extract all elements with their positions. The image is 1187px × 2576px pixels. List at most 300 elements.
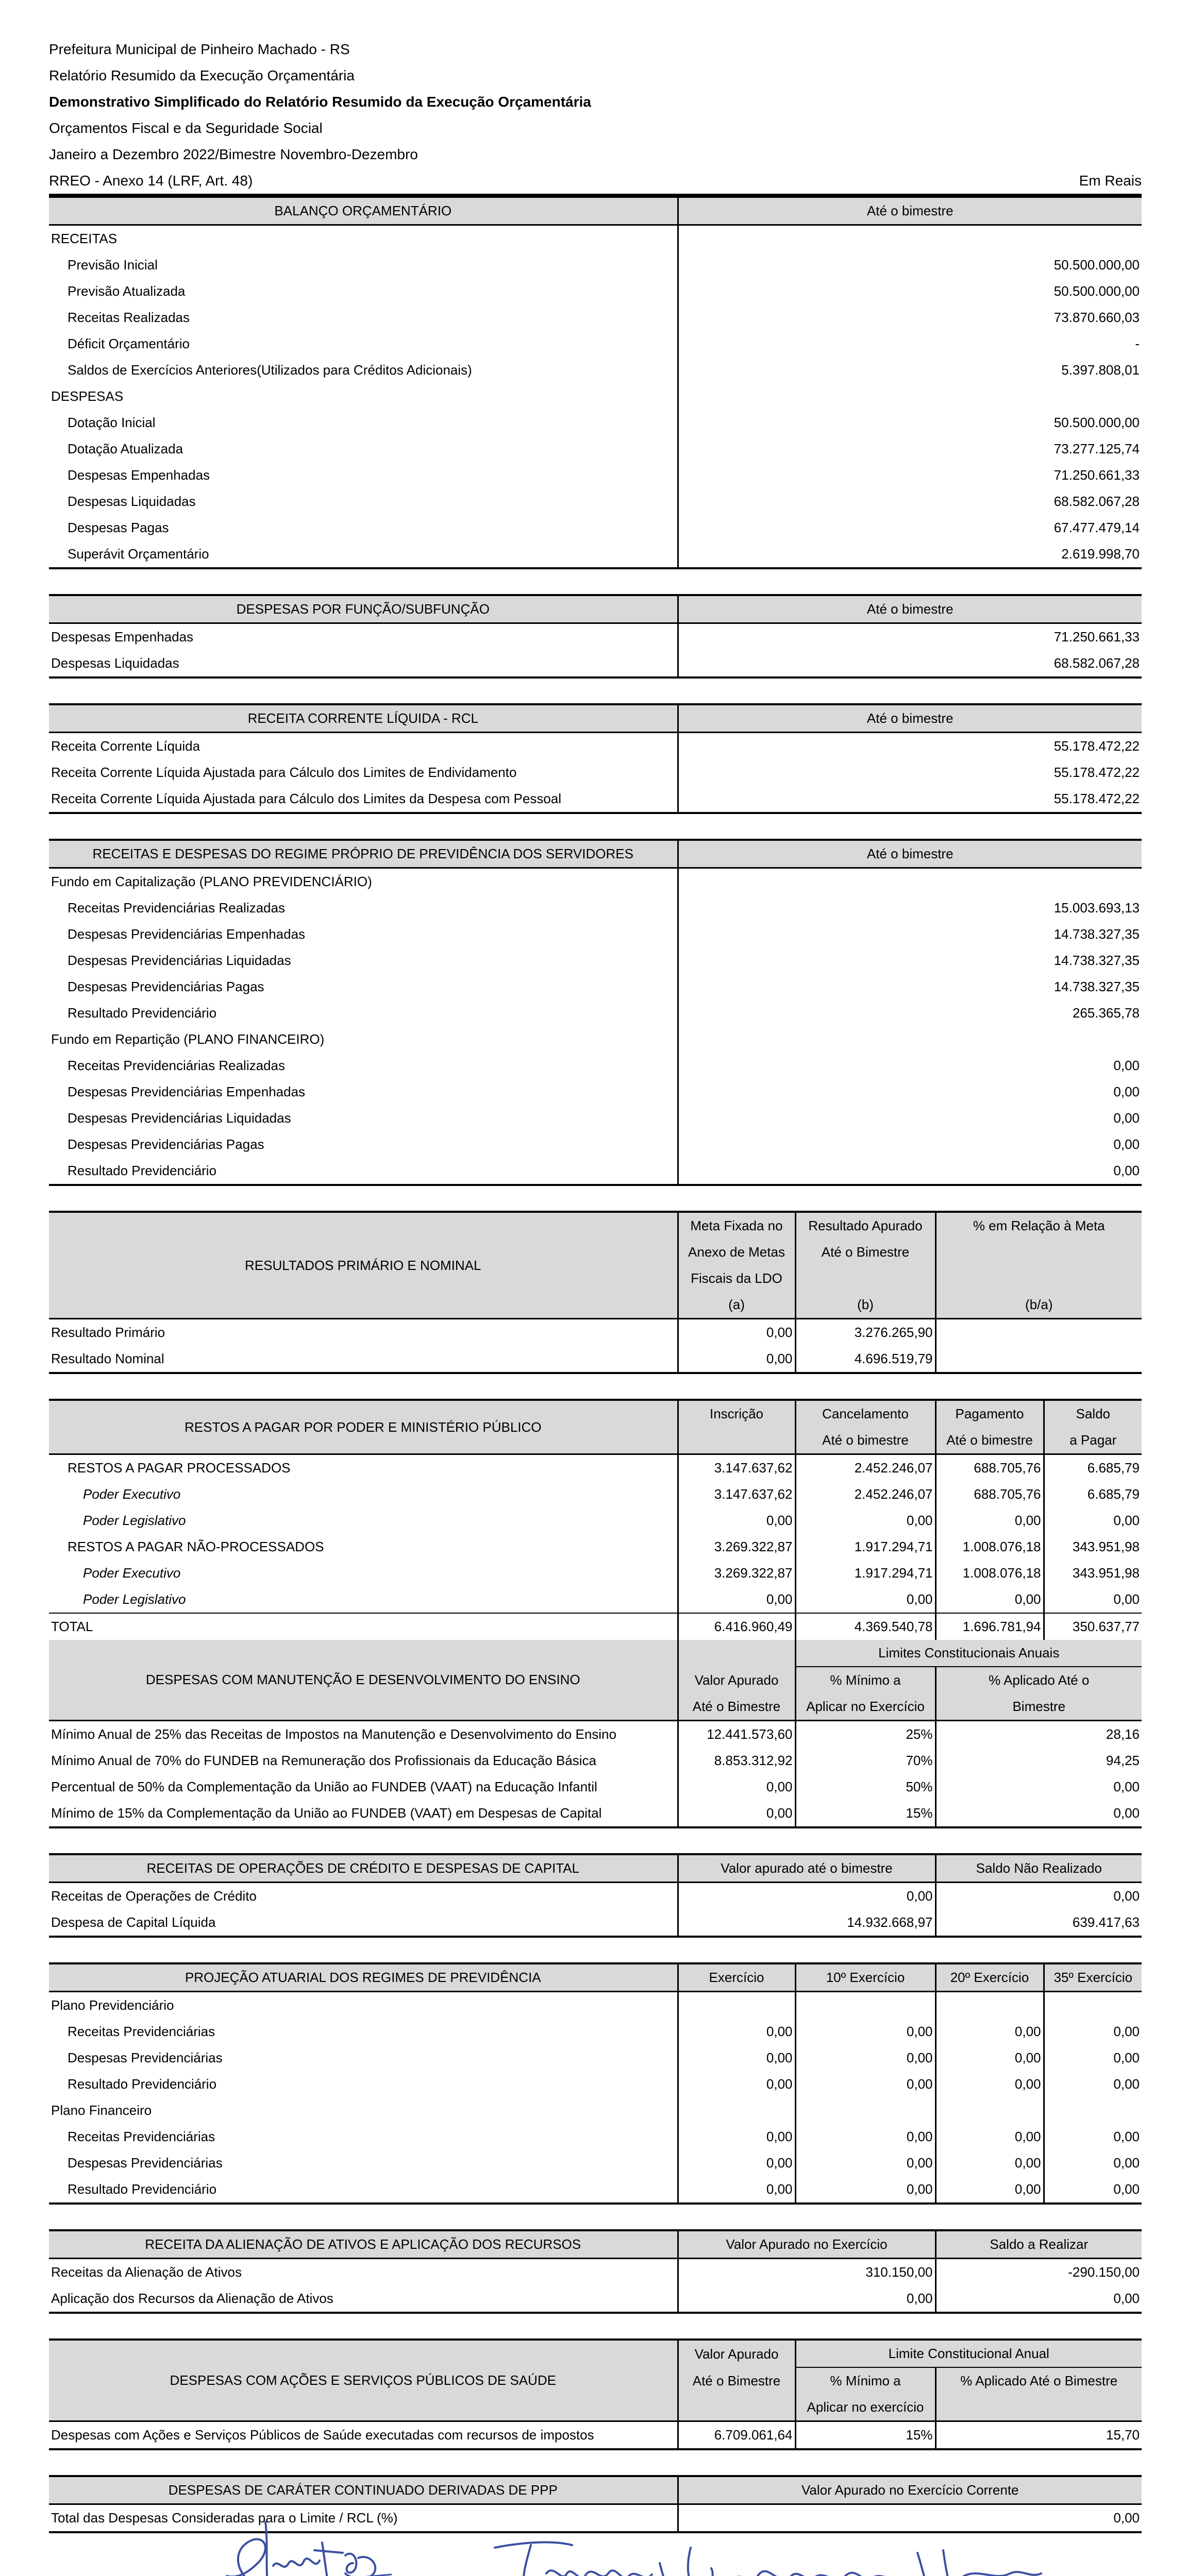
previdencia-row [49,947,1142,974]
projecao-row-v3: 0,00 [1044,2019,1142,2045]
ensino-row-v3: 0,00 [935,1774,1142,1800]
report-period: Janeiro a Dezembro 2022/Bimestre Novembro-Dezembro [49,146,418,162]
projecao-row [49,2019,1142,2045]
rcl-row [49,759,1142,786]
rcl-row-value: 55.178.472,22 [678,786,1142,813]
restos-col2-l2: Até o bimestre [795,1427,935,1454]
credito-row-v2: 0,00 [935,1883,1142,1910]
projecao-row-v2 [935,2097,1044,2124]
balanco-row-label: Superávit Orçamentário [49,541,678,568]
balanco-row-value: 2.619.998,70 [678,541,1142,568]
ensino-row-v2: 15% [795,1800,935,1827]
projecao-row-v1: 0,00 [795,2124,935,2150]
previdencia-row [49,1158,1142,1185]
balanco-row-value: - [678,331,1142,357]
saude-col3: % Aplicado Até o Bimestre [935,2367,1142,2394]
signature-right-scribble [490,2532,1046,2576]
balanco-row [49,331,1142,357]
balanco-row-label: Receitas Realizadas [68,310,190,325]
projecao-row [49,2124,1142,2150]
ensino-col2-l1: % Mínimo a [795,1667,935,1693]
restos-row-v3: 1.008.076,18 [935,1560,1044,1586]
restos-row [49,1507,1142,1534]
projecao-row-v3 [1044,1992,1142,2019]
restos-row-v4: 0,00 [1044,1586,1142,1613]
projecao-row-v0: 0,00 [678,2045,795,2071]
credito-col1: Valor apurado até o bimestre [678,1854,935,1883]
restos-row-label: Poder Legislativo [83,1591,186,1607]
previdencia-row [49,1000,1142,1026]
ensino-limits: Limites Constitucionais Anuais [795,1640,1142,1667]
projecao-row [49,1992,1142,2019]
credito-row-v1: 0,00 [678,1883,935,1910]
restos-row-v1: 3.147.637,62 [678,1454,795,1482]
balanco-row [49,410,1142,436]
balanco-row-label: Previsão Inicial [68,257,158,273]
balanco-row [49,515,1142,541]
restos-total-label: TOTAL [49,1613,678,1640]
resultados-col-a-l3: Fiscais da LDO [678,1265,795,1292]
funcao-row-value: 68.582.067,28 [678,650,1142,677]
previdencia-row-label: Despesas Previdenciárias Liquidadas [68,1110,291,1126]
previdencia-row-value: 14.738.327,35 [678,974,1142,1000]
funcao-row-label: Despesas Liquidadas [49,650,678,677]
balanco-row [49,304,1142,331]
restos-row-v2: 2.452.246,07 [795,1481,935,1507]
balanco-row-label: Despesas Pagas [68,520,169,535]
previdencia-row [49,868,1142,895]
ppp-col: Valor Apurado no Exercício Corrente [678,2476,1142,2504]
restos-total-v3: 1.696.781,94 [935,1613,1044,1640]
balanco-row-value: 50.500.000,00 [678,278,1142,304]
resultados-col-c-l1: % em Relação à Meta [935,1212,1142,1239]
previdencia-title: RECEITAS E DESPESAS DO REGIME PRÓPRIO DE PREVIDÊNCIA DOS SERVIDORES [49,840,678,868]
ppp-row-value: 0,00 [678,2504,1142,2533]
alienacao-row [49,2259,1142,2286]
previdencia-row-label: Resultado Previdenciário [68,1005,217,1021]
resultados-row-b: 4.696.519,79 [795,1346,935,1373]
saude-col2-l2: Aplicar no exercício [795,2394,935,2421]
projecao-row-v1 [795,2097,935,2124]
projecao-col-2: 20º Exercício [935,1963,1044,1992]
projecao-row-v3: 0,00 [1044,2045,1142,2071]
previdencia-row [49,1053,1142,1079]
resultados-row [49,1319,1142,1346]
balanco-row-value [678,225,1142,252]
projecao-row-v0 [678,2097,795,2124]
resultados-col-b-l1: Resultado Apurado [795,1212,935,1239]
previdencia-row-label: Receitas Previdenciárias Realizadas [68,900,285,916]
ensino-row-label: Mínimo de 15% da Complementação da União ao FUNDEB (VAAT) em Despesas de Capital [49,1800,678,1827]
resultados-col-a-l2: Anexo de Metas [678,1239,795,1265]
restos-row-v3: 688.705,76 [935,1481,1044,1507]
ensino-row-label: Percentual de 50% da Complementação da União ao FUNDEB (VAAT) na Educação Infantil [51,1779,597,1794]
projecao-row-v0: 0,00 [678,2176,795,2204]
alienacao-row [49,2285,1142,2313]
projecao-col-3: 35º Exercício [1044,1963,1142,1992]
ensino-row-v1: 12.441.573,60 [678,1721,795,1748]
alienacao-col2: Saldo a Realizar [935,2230,1142,2259]
previdencia-table [49,839,1142,1186]
restos-row-v4: 6.685,79 [1044,1454,1142,1482]
credito-row [49,1909,1142,1937]
projecao-col-0: Exercício [678,1963,795,1992]
currency-unit: Em Reais [1079,173,1142,189]
previdencia-row [49,974,1142,1000]
report-title: Relatório Resumido da Execução Orçamentária [49,67,355,83]
previdencia-row-label: Resultado Previdenciário [49,1158,678,1185]
rcl-table [49,703,1142,814]
previdencia-row-value [678,868,1142,895]
previdencia-row [49,1026,1142,1053]
balanco-row-value: 5.397.808,01 [678,357,1142,383]
restos-row-v4: 343.951,98 [1044,1560,1142,1586]
ensino-row-v3: 0,00 [935,1800,1142,1827]
funcao-row-value: 71.250.661,33 [678,623,1142,651]
restos-total-v2: 4.369.540,78 [795,1613,935,1640]
balanco-row [49,436,1142,462]
rcl-row-label: Receita Corrente Líquida [51,738,200,754]
ensino-col3-l1: % Aplicado Até o [935,1667,1142,1693]
ensino-row-v3: 94,25 [935,1748,1142,1774]
rcl-row-value: 55.178.472,22 [678,759,1142,786]
balanco-row [49,357,1142,383]
ensino-col3-l2: Bimestre [935,1693,1142,1721]
rcl-row-label: Receita Corrente Líquida Ajustada para Cálculo dos Limites da Despesa com Pessoal [49,786,678,813]
ppp-row [49,2504,1142,2533]
previdencia-row-value: 14.738.327,35 [678,947,1142,974]
previdencia-row-label: Despesas Previdenciárias Empenhadas [68,926,306,942]
restos-total-row [49,1613,1142,1640]
restos-row-v2: 1.917.294,71 [795,1534,935,1560]
restos-row-label: Poder Executivo [83,1486,181,1502]
credito-col2: Saldo Não Realizado [935,1854,1142,1883]
balanco-row-label: Dotação Inicial [68,415,156,430]
restos-row-v4: 343.951,98 [1044,1534,1142,1560]
credito-row [49,1883,1142,1910]
saude-table [49,2338,1142,2450]
resultados-col-a-l4: (a) [678,1292,795,1319]
restos-col1: Inscrição [678,1400,795,1427]
projecao-row-label: Resultado Previdenciário [49,2176,678,2204]
projecao-col-1: 10º Exercício [795,1963,935,1992]
previdencia-row-value: 0,00 [678,1079,1142,1105]
alienacao-row-v2: 0,00 [935,2285,1142,2313]
previdencia-row-label: Despesas Previdenciárias Pagas [68,1137,264,1152]
balanco-row-value: 73.277.125,74 [678,436,1142,462]
projecao-row-label: Despesas Previdenciárias [68,2050,223,2065]
annex-line [49,167,1142,196]
restos-col4-l2: a Pagar [1044,1427,1142,1454]
credito-title: RECEITAS DE OPERAÇÕES DE CRÉDITO E DESPESAS DE CAPITAL [49,1854,678,1883]
restos-row-v2: 0,00 [795,1507,935,1534]
restos-total-v4: 350.637,77 [1044,1613,1142,1640]
rcl-title: RECEITA CORRENTE LÍQUIDA - RCL [49,704,678,733]
saude-row-v1: 6.709.061,64 [678,2421,795,2450]
alienacao-table [49,2229,1142,2314]
restos-row-v3: 688.705,76 [935,1454,1044,1482]
restos-row-v1: 3.269.322,87 [678,1560,795,1586]
previdencia-row-value: 14.738.327,35 [678,921,1142,947]
restos-row [49,1481,1142,1507]
ensino-row-v1: 0,00 [678,1774,795,1800]
credito-table [49,1853,1142,1938]
balanco-row-label: Dotação Atualizada [68,441,183,456]
balanco-row-value: 50.500.000,00 [678,410,1142,436]
previdencia-col-header: Até o bimestre [678,840,1142,868]
projecao-row [49,2097,1142,2124]
previdencia-row-label: Receitas Previdenciárias Realizadas [68,1058,285,1073]
projecao-row-v2: 0,00 [935,2150,1044,2176]
restos-total-v1: 6.416.960,49 [678,1613,795,1640]
restos-row-v3: 1.008.076,18 [935,1534,1044,1560]
projecao-row-v0: 0,00 [678,2071,795,2097]
balanco-row-value: 50.500.000,00 [678,252,1142,278]
ensino-row-label: Mínimo Anual de 25% das Receitas de Impostos na Manutenção e Desenvolvimento do Ensino [51,1726,616,1742]
projecao-row-label: Despesas Previdenciárias [68,2155,223,2171]
restos-row-v2: 1.917.294,71 [795,1560,935,1586]
balanco-row-label: Despesas Empenhadas [68,467,210,483]
balanco-row-value: 73.870.660,03 [678,304,1142,331]
projecao-row [49,2045,1142,2071]
alienacao-col1: Valor Apurado no Exercício [678,2230,935,2259]
restos-row [49,1534,1142,1560]
ppp-title: DESPESAS DE CARÁTER CONTINUADO DERIVADAS DE PPP [49,2476,678,2504]
balanco-row [49,252,1142,278]
ensino-row-v1: 0,00 [678,1800,795,1827]
balanco-row-value: 67.477.479,14 [678,515,1142,541]
ensino-row [49,1748,1142,1774]
saude-row-v3: 15,70 [935,2421,1142,2450]
alienacao-row-label: Aplicação dos Recursos da Alienação de Ativos [49,2285,678,2313]
restos-row-label: Poder Executivo [83,1565,181,1581]
previdencia-row-value: 265.365,78 [678,1000,1142,1026]
resultados-row-a: 0,00 [678,1319,795,1346]
balanco-row [49,488,1142,515]
resultados-row-c [935,1346,1142,1373]
projecao-row-label: Receitas Previdenciárias [68,2129,215,2144]
budget-scope: Orçamentos Fiscal e da Seguridade Social [49,120,323,136]
saude-col2-l1: % Mínimo a [795,2367,935,2394]
signature-left-scribble [216,2512,402,2576]
restos-row-v2: 2.452.246,07 [795,1454,935,1482]
previdencia-row [49,1105,1142,1131]
restos-row [49,1560,1142,1586]
projecao-row-v2: 0,00 [935,2019,1044,2045]
saude-row-label: Despesas com Ações e Serviços Públicos de Saúde executadas com recursos de impostos [49,2421,678,2450]
balanco-row [49,383,1142,410]
restos-row-v1: 0,00 [678,1586,795,1613]
resultados-row-label: Resultado Nominal [49,1346,678,1373]
projecao-row-v1: 0,00 [795,2045,935,2071]
ensino-title: DESPESAS COM MANUTENÇÃO E DESENVOLVIMENTO DO ENSINO [49,1640,678,1721]
balanco-row-label: Previsão Atualizada [68,283,186,299]
projecao-row-v2: 0,00 [935,2045,1044,2071]
saude-limit: Limite Constitucional Anual [795,2340,1142,2367]
annex-reference: RREO - Anexo 14 (LRF, Art. 48) [49,173,253,189]
funcao-table [49,594,1142,679]
projecao-row-v1: 0,00 [795,2150,935,2176]
previdencia-row [49,1079,1142,1105]
previdencia-row-label: Despesas Previdenciárias Liquidadas [68,953,291,968]
ensino-row-v2: 50% [795,1774,935,1800]
restos-row-label: RESTOS A PAGAR NÃO-PROCESSADOS [68,1539,324,1554]
rcl-col-header: Até o bimestre [678,704,1142,733]
ppp-table [49,2475,1142,2533]
projecao-table [49,1962,1142,2205]
previdencia-row-label: Fundo em Repartição (PLANO FINANCEIRO) [51,1031,325,1047]
balanco-table [49,196,1142,569]
previdencia-row [49,1131,1142,1158]
projecao-row-v1: 0,00 [795,2071,935,2097]
ensino-col2-l2: Aplicar no Exercício [795,1693,935,1721]
ensino-table [49,1640,1142,1828]
resultados-row [49,1346,1142,1373]
balanco-row-value: 71.250.661,33 [678,462,1142,488]
balanco-row [49,278,1142,304]
ppp-row-label: Total das Despesas Consideradas para o Limite / RCL (%) [49,2504,678,2533]
balanco-row [49,541,1142,568]
restos-title: RESTOS A PAGAR POR PODER E MINISTÉRIO PÚBLICO [49,1400,678,1454]
restos-col3-l2: Até o bimestre [935,1427,1044,1454]
projecao-row-label: Plano Previdenciário [51,1997,174,2013]
previdencia-row-value: 15.003.693,13 [678,895,1142,921]
restos-col4-l1: Saldo [1044,1400,1142,1427]
funcao-row-label: Despesas Empenhadas [51,629,194,645]
previdencia-row [49,895,1142,921]
projecao-row [49,2176,1142,2204]
ensino-row-label: Mínimo Anual de 70% do FUNDEB na Remuneração dos Profissionais da Educação Básica [51,1753,596,1768]
previdencia-row-value [678,1026,1142,1053]
restos-table [49,1399,1142,1640]
alienacao-title: RECEITA DA ALIENAÇÃO DE ATIVOS E APLICAÇÃO DOS RECURSOS [49,2230,678,2259]
balanco-row-value: 68.582.067,28 [678,488,1142,515]
ensino-row [49,1800,1142,1827]
projecao-row-v0: 0,00 [678,2124,795,2150]
funcao-col-header: Até o bimestre [678,595,1142,623]
resultados-col-b-l4: (b) [795,1292,935,1319]
projecao-row-v1 [795,1992,935,2019]
restos-row-v3: 0,00 [935,1586,1044,1613]
resultados-table [49,1211,1142,1374]
projecao-row-v1: 0,00 [795,2019,935,2045]
saude-title: DESPESAS COM AÇÕES E SERVIÇOS PÚBLICOS DE SAÚDE [49,2340,678,2421]
previdencia-row [49,921,1142,947]
previdencia-row-label: Despesas Previdenciárias Empenhadas [68,1084,306,1099]
ensino-row-v2: 70% [795,1748,935,1774]
restos-row [49,1454,1142,1482]
ensino-row-v1: 8.853.312,92 [678,1748,795,1774]
alienacao-row-v2: -290.150,00 [935,2259,1142,2286]
restos-row-v1: 3.269.322,87 [678,1534,795,1560]
resultados-row-a: 0,00 [678,1346,795,1373]
projecao-row-label: Resultado Previdenciário [68,2076,217,2092]
report-page [49,36,1142,2533]
balanco-row [49,225,1142,252]
alienacao-row-v1: 0,00 [678,2285,935,2313]
resultados-title: RESULTADOS PRIMÁRIO E NOMINAL [49,1212,678,1319]
saude-col1-l2: Até o Bimestre [678,2367,795,2394]
restos-col2-l1: Cancelamento [795,1400,935,1427]
projecao-row-v1: 0,00 [795,2176,935,2204]
restos-row-v3: 0,00 [935,1507,1044,1534]
projecao-row-v2: 0,00 [935,2176,1044,2204]
restos-row-v1: 0,00 [678,1507,795,1534]
projecao-row-label: Receitas Previdenciárias [68,2024,215,2039]
projecao-row-v3: 0,00 [1044,2071,1142,2097]
previdencia-row-value: 0,00 [678,1105,1142,1131]
ensino-col1-l1: Valor Apurado [678,1667,795,1693]
resultados-col-b-l2: Até o Bimestre [795,1239,935,1265]
projecao-row-v3: 0,00 [1044,2150,1142,2176]
rcl-row-value: 55.178.472,22 [678,733,1142,760]
projecao-row-v2 [935,1992,1044,2019]
rcl-row [49,786,1142,813]
restos-col3-l1: Pagamento [935,1400,1044,1427]
restos-row-label: Poder Legislativo [83,1513,186,1528]
projecao-row-v2: 0,00 [935,2071,1044,2097]
balanco-row-label: Despesas Liquidadas [68,494,196,509]
credito-row-label: Receitas de Operações de Crédito [51,1888,257,1904]
ensino-row [49,1721,1142,1748]
resultados-col-a-l1: Meta Fixada no [678,1212,795,1239]
rcl-row [49,733,1142,760]
projecao-row-v2: 0,00 [935,2124,1044,2150]
balanco-row-label: Saldos de Exercícios Anteriores(Utilizados para Créditos Adicionais) [68,362,472,378]
resultados-col-c-l4: (b/a) [935,1292,1142,1319]
projecao-title: PROJEÇÃO ATUARIAL DOS REGIMES DE PREVIDÊNCIA [49,1963,678,1992]
resultados-row-label: Resultado Primário [51,1325,165,1340]
resultados-row-b: 3.276.265,90 [795,1319,935,1346]
resultados-row-c [935,1319,1142,1346]
previdencia-row-label: Fundo em Capitalização (PLANO PREVIDENCIÁRIO) [51,874,372,889]
balanco-row-value [678,383,1142,410]
credito-row-v2: 639.417,63 [935,1909,1142,1937]
balanco-row-label: DESPESAS [51,388,124,404]
saude-row [49,2421,1142,2450]
projecao-row [49,2071,1142,2097]
projecao-row [49,2150,1142,2176]
projecao-row-v3: 0,00 [1044,2124,1142,2150]
previdencia-row-value: 0,00 [678,1131,1142,1158]
projecao-row-label: Plano Financeiro [51,2103,152,2118]
ensino-row-v3: 28,16 [935,1721,1142,1748]
balanco-row [49,462,1142,488]
projecao-row-v0 [678,1992,795,2019]
balanco-title: BALANÇO ORÇAMENTÁRIO [49,197,678,225]
ensino-row-v2: 25% [795,1721,935,1748]
restos-row-label: RESTOS A PAGAR PROCESSADOS [68,1460,291,1476]
projecao-row-v3 [1044,2097,1142,2124]
report-subtitle: Demonstrativo Simplificado do Relatório Resumido da Execução Orçamentária [49,94,591,110]
alienacao-row-v1: 310.150,00 [678,2259,935,2286]
municipality-title: Prefeitura Municipal de Pinheiro Machado - RS [49,41,350,57]
ensino-col1-l2: Até o Bimestre [678,1693,795,1721]
projecao-row-v3: 0,00 [1044,2176,1142,2204]
saude-row-v2: 15% [795,2421,935,2450]
restos-row-v4: 0,00 [1044,1507,1142,1534]
funcao-row [49,650,1142,677]
previdencia-row-label: Despesas Previdenciárias Pagas [68,979,264,994]
credito-row-label: Despesa de Capital Líquida [49,1909,678,1937]
restos-row [49,1586,1142,1613]
funcao-row [49,623,1142,651]
restos-row-v4: 6.685,79 [1044,1481,1142,1507]
balanco-row-label: Déficit Orçamentário [68,336,190,351]
previdencia-row-value: 0,00 [678,1053,1142,1079]
saude-col1-l1: Valor Apurado [678,2340,795,2367]
projecao-row-v0: 0,00 [678,2019,795,2045]
